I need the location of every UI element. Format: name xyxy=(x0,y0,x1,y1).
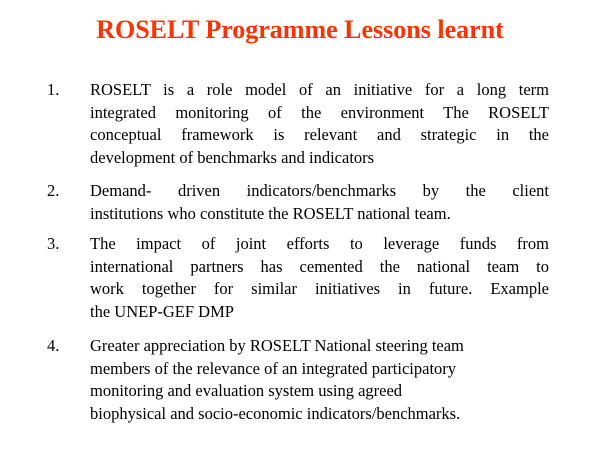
item-text xyxy=(90,180,549,225)
item-number: 3. xyxy=(47,234,60,253)
item-line: biophysical and socio-economic indicators/benchmarks. xyxy=(90,403,461,423)
item-text xyxy=(90,233,549,323)
item-line: international partners has cemented the national team to xyxy=(90,256,549,276)
item-number: 4. xyxy=(47,336,60,355)
item-text xyxy=(90,79,549,169)
item-text xyxy=(90,335,549,425)
item-line: conceptual framework is relevant and strategic in the xyxy=(90,125,549,144)
item-line: work together for similar initiatives in future. Example xyxy=(90,279,549,298)
item-line: members of the relevance of an integrated participatory xyxy=(90,358,457,378)
item-line: institutions who constitute the ROSELT national team. xyxy=(90,203,451,223)
item-line: development of benchmarks and indicators xyxy=(90,147,375,167)
item-line: monitoring and evaluation system using agreed xyxy=(90,381,403,400)
item-line: Greater appreciation by ROSELT National steering team xyxy=(90,336,464,355)
item-number: 2. xyxy=(47,181,60,200)
item-line: ROSELT is a role model of an initiative for a long term xyxy=(90,80,549,99)
item-line: the UNEP-GEF DMP xyxy=(90,301,234,321)
item-number: 1. xyxy=(47,80,60,99)
item-line: Demand- driven indicators/benchmarks by the client xyxy=(90,181,549,200)
item-line: integrated monitoring of the environment The ROSELT xyxy=(90,102,549,122)
item-line: The impact of joint efforts to leverage funds from xyxy=(90,234,549,253)
slide-title: ROSELT Programme Lessons learnt xyxy=(96,15,504,44)
